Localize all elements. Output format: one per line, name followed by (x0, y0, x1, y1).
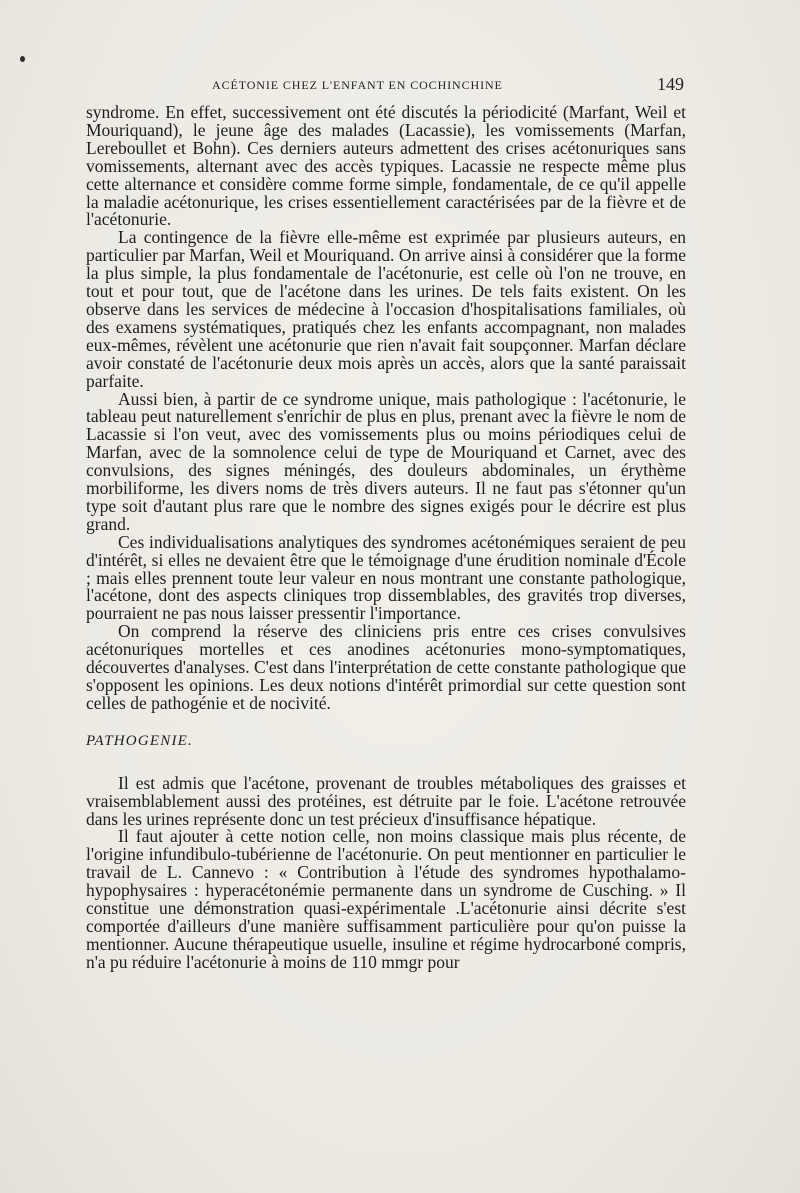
page-number: 149 (657, 74, 684, 94)
paragraph-1: syndrome. En effet, successivement ont été discutés la périodicité (Marfant, Weil et Mouriquand), le jeune âge des malades (Lacassie), les vomissements (Marfan, Lereboullet et Bohn). Ces derniers auteurs admettent des crises acétonuriques sans vomissements, alternant avec des accès typiques. Lacassie ne respecte même plus cette alternance et considère comme forme simple, fondamentale, de ce qu'il appelle la maladie acétonurique, les crises essentiellement caractérisées par de la fièvre et de l'acétonurie. (86, 102, 686, 230)
paragraph-5: On comprend la réserve des cliniciens pris entre ces crises convulsives acétonuriques mortelles et ces anodines acétonuries mono-symptomatiques, découvertes d'analyses. C'est dans l'interprétation de cette constante pathologique que s'opposent les opinions. Les deux notions d'intérêt primordial sur cette question sont celles de pathogénie et de nocivité. (86, 621, 686, 713)
paragraph-7: Il faut ajouter à cette notion celle, non moins classique mais plus récente, de l'origine infundibulo-tubérienne de l'acétonurie. On peut mentionner en particulier le travail de L. Cannevo : « Contribution à l'étude des syndromes hypothalamo-hypophysaires : hyperacétonémie permanente dans un syndrome de Cusching. » Il constitue une démonstration quasi-expérimentale .L'acétonurie ainsi décrite s'est comportée d'ailleurs d'une manière suffisamment particulière pour qu'on puisse la mentionner. Aucune thérapeutique usuelle, insuline et régime hydrocarboné compris, n'a pu réduire l'acétonurie à moins de 110 mmgr pour (86, 826, 686, 972)
running-head (86, 74, 686, 98)
paragraph-3: Aussi bien, à partir de ce syndrome unique, mais pathologique : l'acétonurie, le tableau peut naturellement s'enrichir de plus en plus, prenant avec la fièvre le nom de Lacassie si l'on veut, avec des vomissements plus ou moins périodiques celui de Marfan, avec de la somnolence celui de type de Mouriquand et Carnet, avec des convulsions, des signes méningés, des douleurs abdominales, un érythème morbiliforme, les divers noms de très divers auteurs. Il ne faut pas s'étonner qu'un type soit d'autant plus rare que le nombre des signes exigés pour le décrire est plus grand. (86, 388, 686, 534)
section-heading-pathogenie: PATHOGENIE. (86, 732, 193, 749)
ink-speck (20, 56, 25, 62)
paragraph-4: Ces individualisations analytiques des syndromes acétonémiques seraient de peu d'intérêt, si elles ne devaient être que le témoignage d'une érudition nominale d'École ; mais elles prennent toute leur valeur en nous montrant une constante pathologique, l'acétone, dont des aspects cliniques trop dissemblables, des gravités trop diverses, pourraient ne pas nous laisser pressentir l'importance. (86, 531, 686, 624)
paragraph-2: La contingence de la fièvre elle-même est exprimée par plusieurs auteurs, en particulier par Marfan, Weil et Mouriquand. On arrive ainsi à considérer que la forme la plus simple, la plus fondamentale de l'acétonurie, est celle où l'on ne trouve, en tout et pour tout, que de l'acétone dans les urines. De tels faits existent. On les observe dans les services de médecine à l'occasion d'hospitalisations familiales, où des examens systématiques, pratiqués chez les enfants accompagnant, non malades eux-mêmes, révèlent une acétonurie que rien n'avait fait soupçonner. Marfan déclare avoir constaté de l'acétonurie deux mois après un accès, alors que la santé paraissait parfaite. (86, 227, 686, 391)
paragraph-6: Il est admis que l'acétone, provenant de troubles métaboliques des graisses et vraisemblablement aussi des protéines, est détruite par le foie. L'acétone retrouvée dans les urines représente donc un test précieux d'insuffisance hépatique. (86, 772, 686, 829)
body-text (86, 104, 686, 972)
running-title: ACÉTONIE CHEZ L'ENFANT EN COCHINCHINE (212, 78, 503, 92)
